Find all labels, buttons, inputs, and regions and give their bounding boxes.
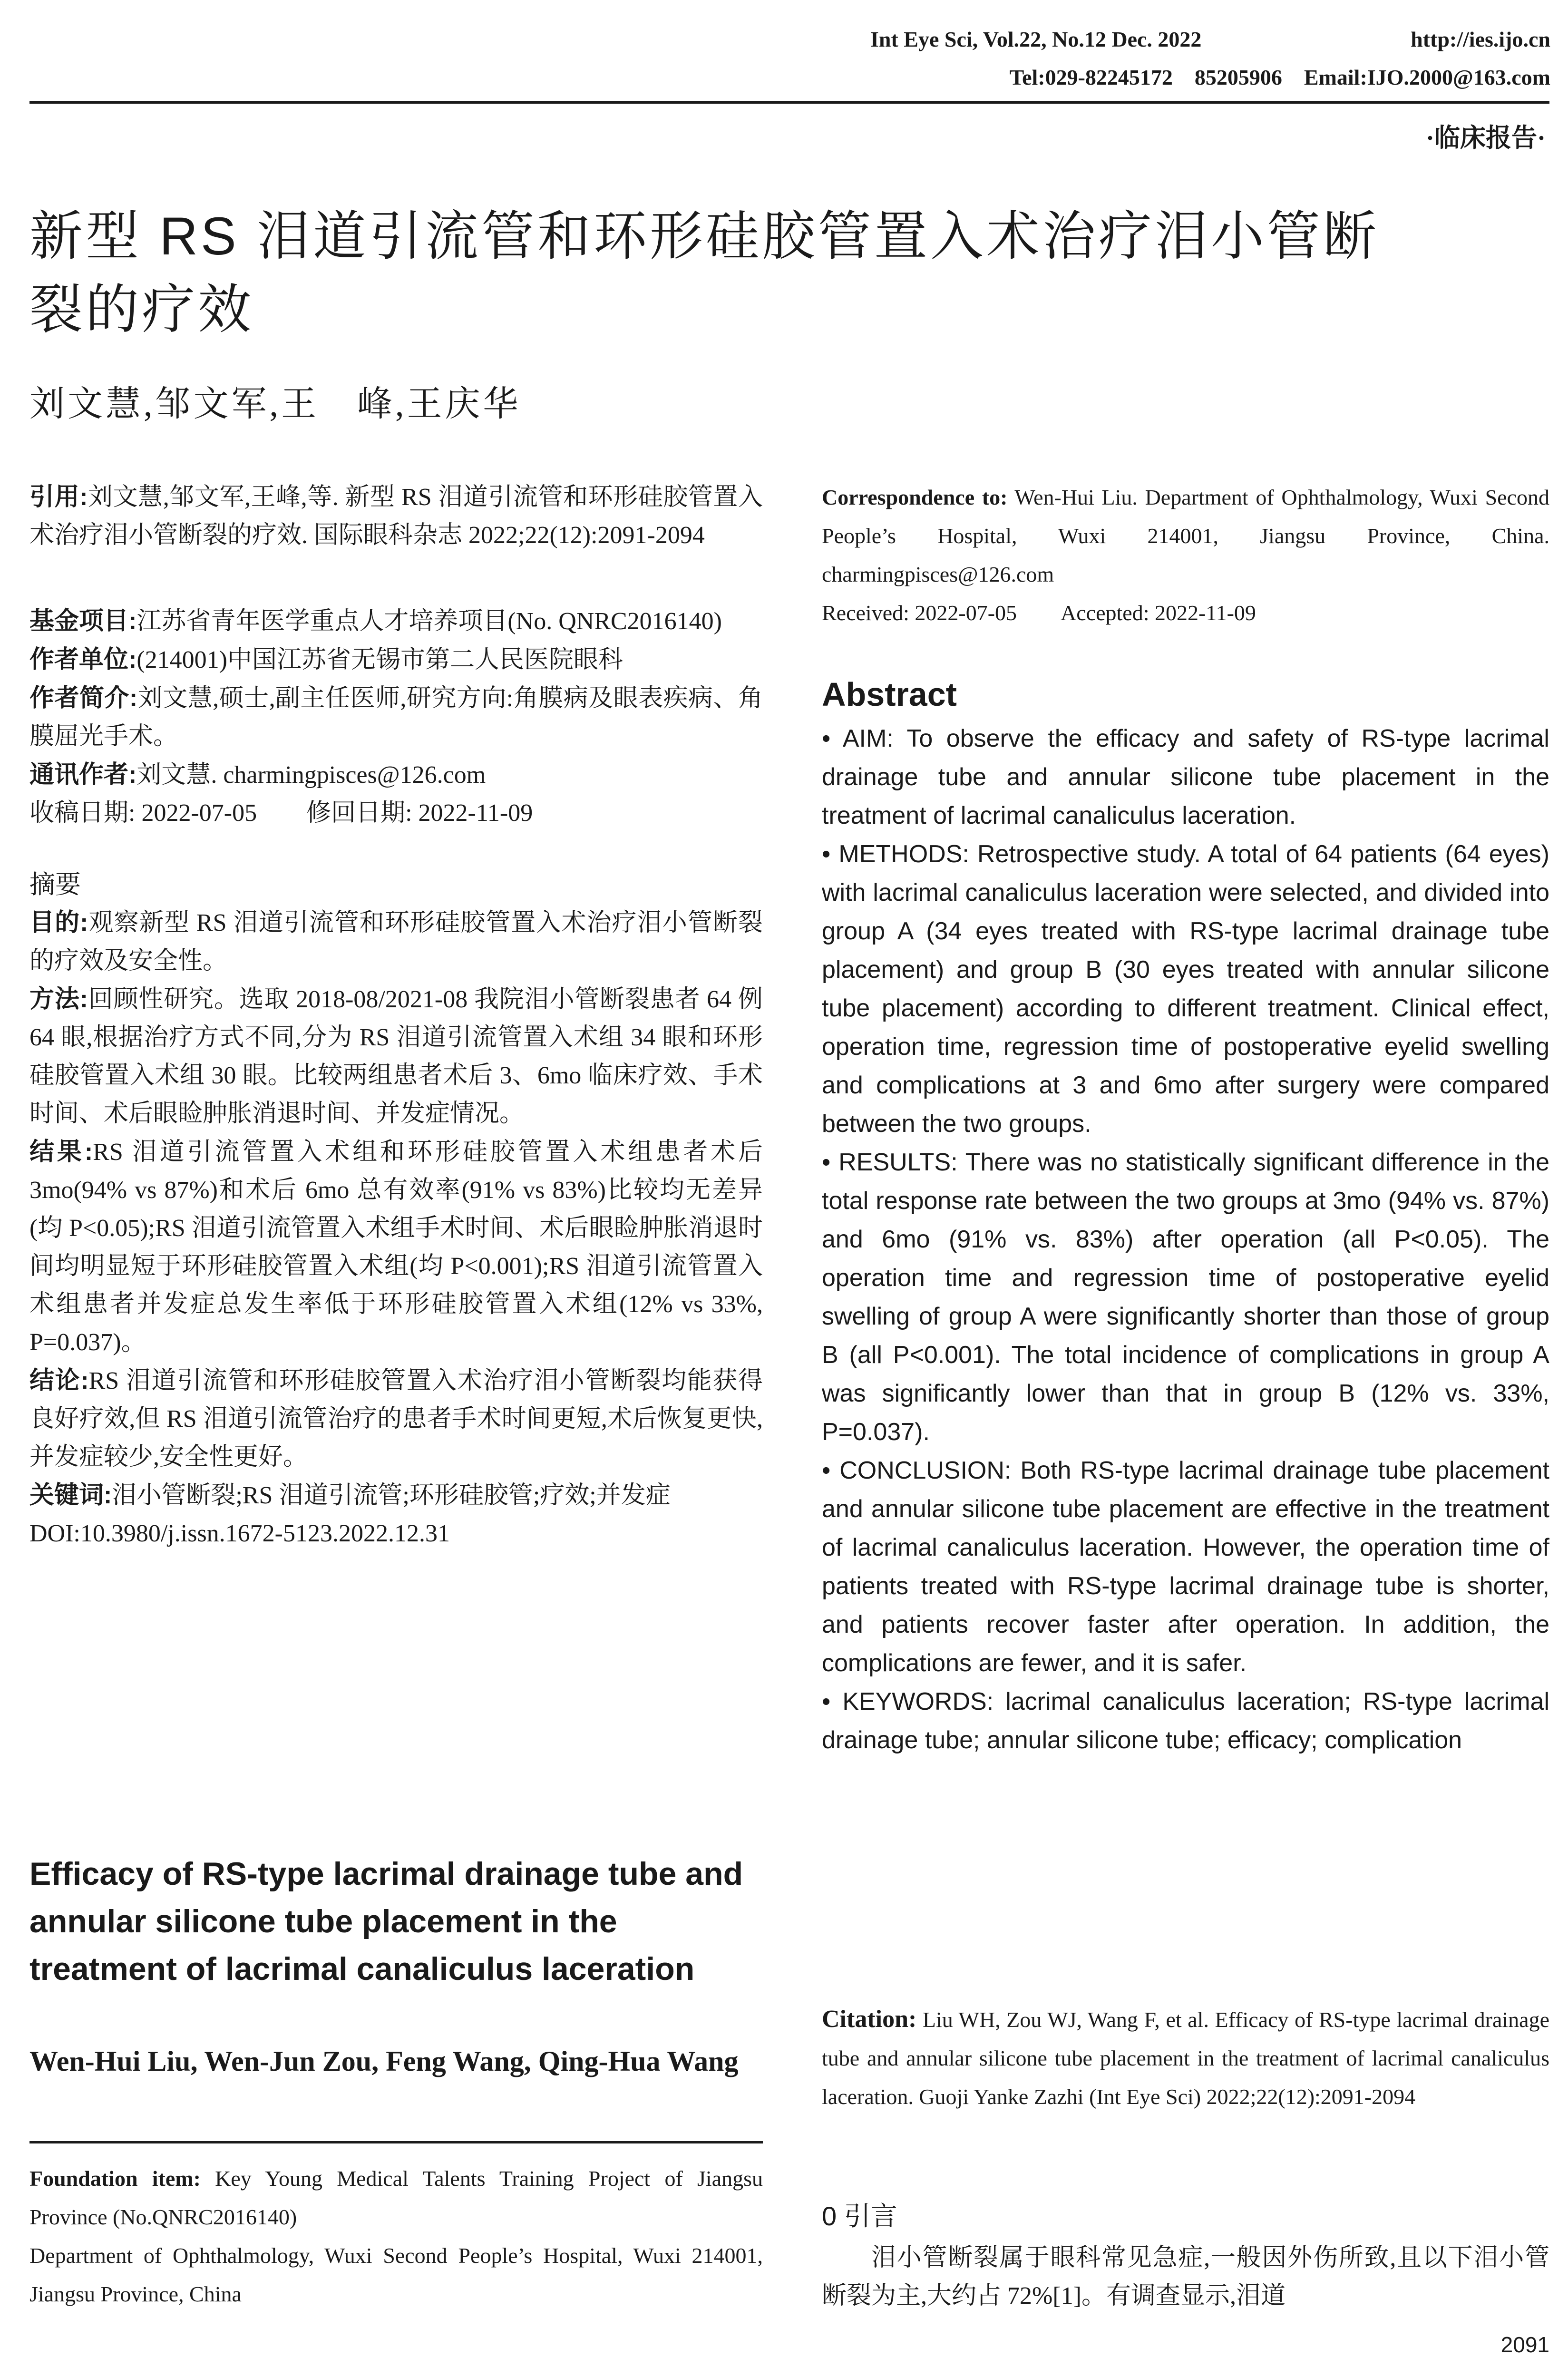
aim-en: • AIM: To observe the efficacy and safety of RS-type lacrimal drainage tube and annular silicone tube placement in the treatment of lacrimal canaliculus laceration.	[822, 725, 1549, 829]
left-column	[29, 478, 763, 1553]
results-en: • RESULTS: There was no statistically significant difference in the total response rate between the two groups at 3mo (94% vs. 87%) and 6mo (91% vs. 83%) after operation (all P<0.05). The operation time and regression time of postoperative eyelid swelling of group A were significantly shorter than those of group B (all P<0.001). The total incidence of complications in group A was significantly lower than that in group B (12% vs. 33%, P=0.037).	[822, 1149, 1549, 1446]
received-dates-zh: 收稿日期: 2022-07-05 修回日期: 2022-11-09	[29, 799, 533, 827]
conclusion-zh: 结论:RS 泪道引流管和环形硅胶管置入术治疗泪小管断裂均能获得良好疗效,但 RS 泪道引流管治疗的患者手术时间更短,术后恢复更快,并发症较少,安全性更好。	[29, 1367, 763, 1471]
abstract-en	[822, 720, 1549, 1760]
methods-zh: 方法:回顾性研究。选取 2018-08/2021-08 我院泪小管断裂患者 64 例 64 眼,根据治疗方式不同,分为 RS 泪道引流管置入术组 34 眼和环形硅胶管置入术组 30 眼。比较两组患者术后 3、6mo 临床疗效、手术时间、术后眼睑肿胀消退时间、并发症情况。	[29, 985, 763, 1127]
foundation-item: Foundation item: Key Young Medical Talents Training Project of Jiangsu Province (No.QNRC2016140)	[29, 2166, 763, 2229]
department-en: Department of Ophthalmology, Wuxi Second People’s Hospital, Wuxi 214001, Jiangsu Province, China	[29, 2243, 763, 2306]
journal-issue: Int Eye Sci, Vol.22, No.12 Dec. 2022	[870, 27, 1202, 51]
english-authors: Wen-Hui Liu, Wen-Jun Zou, Feng Wang, Qing-Hua Wang	[29, 2046, 739, 2077]
results-zh: 结果:RS 泪道引流管置入术组和环形硅胶管置入术组患者术后 3mo(94% vs 87%)和术后 6mo 总有效率(91% vs 83%)比较均无差异(均 P<0.05);RS 泪道引流管置入术组手术时间、术后眼睑肿胀消退时间均明显短于环形硅胶管置入术组(均 P<0.001);RS 泪道引流管置入术组患者并发症总发生率低于环形硅胶管置入术组(12% vs 33%, P=0.037)。	[29, 1138, 763, 1356]
received-accepted-en: Received: 2022-07-05 Accepted: 2022-11-09	[822, 601, 1256, 625]
footnote-rule	[29, 2141, 763, 2143]
intro-heading: 0 引言	[822, 2201, 897, 2231]
keywords-en: • KEYWORDS: lacrimal canaliculus laceration; RS-type lacrimal drainage tube; annular silicone tube; efficacy; complication	[822, 1688, 1549, 1754]
citation-en: Citation: Liu WH, Zou WJ, Wang F, et al. Efficacy of RS-type lacrimal drainage tube and annular silicone tube placement in the treatment of lacrimal canaliculus laceration. Guoji Yanke Zazhi (Int Eye Sci) 2022;22(12):2091-2094	[822, 2006, 1549, 2109]
correspondence-block	[822, 478, 1549, 632]
citation-zh: 引用:刘文慧,邹文军,王峰,等. 新型 RS 泪道引流管和环形硅胶管置入术治疗泪小管断裂的疗效. 国际眼科杂志 2022;22(12):2091-2094	[29, 483, 763, 549]
fund-info: 基金项目:江苏省青年医学重点人才培养项目(No. QNRC2016140)	[29, 607, 722, 635]
section-tag: ·临床报告·	[1425, 124, 1546, 152]
methods-en: • METHODS: Retrospective study. A total of 64 patients (64 eyes) with lacrimal canaliculus laceration were selected, and divided into group A (34 eyes treated with RS-type lacrimal drainage tube placement) and group B (30 eyes treated with annular silicone tube placement) according to different treatment. Clinical effect, operation time, regression time of postoperative eyelid swelling and complications at 3 and 6mo after surgery were compared between the two groups.	[822, 840, 1549, 1138]
article-title	[29, 200, 1549, 346]
corresponding-author: 通讯作者:刘文慧. charmingpisces@126.com	[29, 761, 486, 789]
abstract-heading-zh: 摘要	[29, 870, 81, 899]
journal-url[interactable]: http://ies.ijo.cn	[1411, 27, 1550, 51]
author-bio: 作者简介:刘文慧,硕士,副主任医师,研究方向:角膜病及眼表疾病、角膜屈光手术。	[29, 684, 763, 750]
english-title: Efficacy of RS-type lacrimal drainage tube and annular silicone tube placement in the treatment of lacrimal canaliculus laceration	[29, 1856, 743, 1987]
footnote-block	[29, 2159, 763, 2313]
journal-contact: Tel:029-82245172 85205906 Email:IJO.2000@163.com	[1009, 65, 1550, 89]
author-unit: 作者单位:(214001)中国江苏省无锡市第二人民医院眼科	[29, 646, 623, 673]
keywords-zh: 关键词:泪小管断裂;RS 泪道引流管;环形硅胶管;疗效;并发症	[29, 1481, 671, 1509]
abstract-heading-en: Abstract	[822, 676, 957, 713]
intro-paragraph: 泪小管断裂属于眼科常见急症,一般因外伤所致,且以下泪小管断裂为主,大约占 72%[1]。有调查显示,泪道	[822, 2244, 1549, 2309]
doi[interactable]: DOI:10.3980/j.issn.1672-5123.2022.12.31	[29, 1520, 450, 1547]
title-line-2: 裂的疗效	[29, 280, 254, 339]
aim-zh: 目的:观察新型 RS 泪道引流管和环形硅胶管置入术治疗泪小管断裂的疗效及安全性。	[29, 909, 763, 974]
authors-zh: 刘文慧,邹文军,王 峰,王庆华	[29, 385, 521, 424]
correspondence-en: Correspondence to: Wen-Hui Liu. Department of Ophthalmology, Wuxi Second People’s Hospital, Wuxi 214001, Jiangsu Province, China. charmingpisces@126.com	[822, 485, 1550, 586]
header-rule	[29, 101, 1549, 104]
conclusion-en: • CONCLUSION: Both RS-type lacrimal drainage tube placement and annular silicone tube placement are effective in the treatment of lacrimal canaliculus laceration. However, the operation time of patients treated with RS-type lacrimal drainage tube is shorter, and patients recover faster after operation. In addition, the complications are fewer, and it is safer.	[822, 1457, 1549, 1677]
title-line-1: 新型 RS 泪道引流管和环形硅胶管置入术治疗泪小管断	[29, 206, 1379, 266]
page-number: 2091	[1500, 2332, 1549, 2357]
